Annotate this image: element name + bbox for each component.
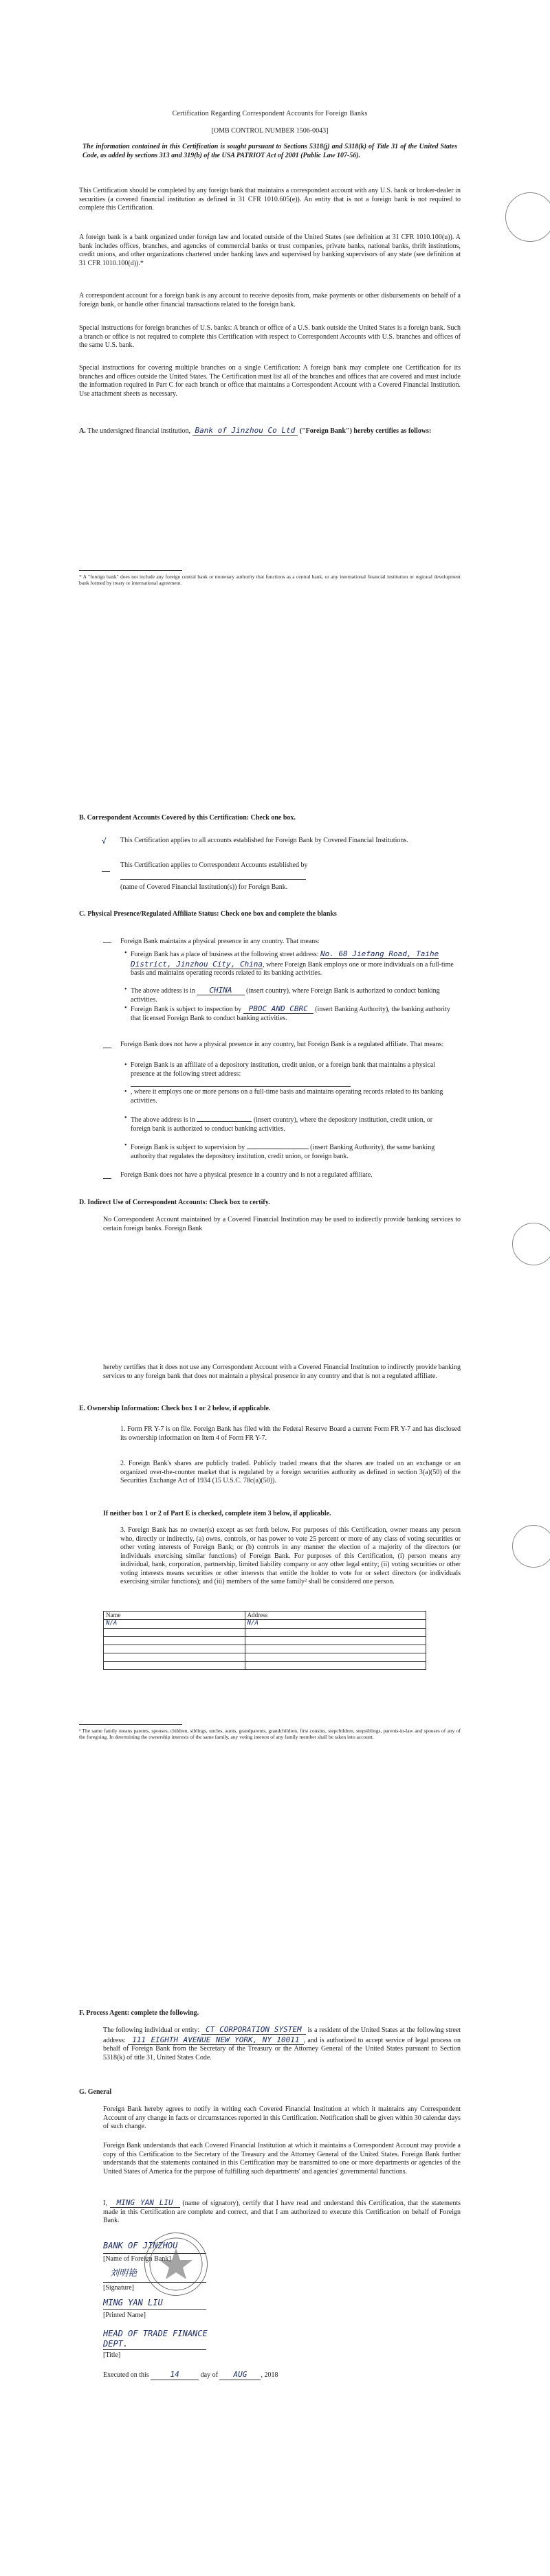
part-c-bullet-address: • Foreign Bank has a place of business at the following street address: No. 68 Jiefang Road, Taihe District, Jinzhou City, China, where Foreign Bank employs one or more individuals on a full-time basis and maintains operating records related to its banking activities. xyxy=(131,949,454,978)
label-signature: [Signature] xyxy=(103,2284,134,2292)
part-a xyxy=(79,426,461,436)
part-b-checkbox-specific[interactable] xyxy=(102,864,110,872)
ownership-name-cell[interactable] xyxy=(104,1628,245,1636)
check-mark-icon: √ xyxy=(102,837,107,846)
table-row xyxy=(104,1661,426,1669)
margin-seal-fragment xyxy=(512,1223,550,1265)
part-e-heading: E. Ownership Information: Check box 1 or 2 below, if applicable. xyxy=(79,1405,271,1412)
part-c-checkbox-none[interactable] xyxy=(103,1171,111,1179)
foreign-bank-name-field[interactable]: Bank of Jinzhou Co Ltd xyxy=(192,426,298,436)
table-row xyxy=(104,1645,426,1653)
ownership-address-cell[interactable]: N/A xyxy=(245,1620,426,1628)
part-d-text-continued: hereby certifies that it does not use any Correspondent Account with a Covered Financial Institution to indirectly provide banking services to any foreign bank that does not maintain a physical presence in any country and that is not a regulated affiliate. xyxy=(103,1364,461,1380)
table-row xyxy=(104,1653,426,1661)
ownership-address-cell[interactable] xyxy=(245,1645,426,1653)
bank-name-signature-field[interactable]: BANK OF JINZHOU xyxy=(103,2241,178,2250)
footnote-1: * A "foreign bank" does not include any foreign central bank or monetary authority that functions as a central bank, or any international financial institution or regional development bank formed by treaty or international agreement. xyxy=(79,574,461,586)
country-field[interactable]: CHINA xyxy=(197,986,244,995)
document-title: Certification Regarding Correspondent Accounts for Foreign Banks xyxy=(172,110,368,117)
execution-month-field[interactable]: AUG xyxy=(219,2370,261,2380)
part-c-affiliate-address: • Foreign Bank is an affiliate of a depository institution, credit union, or a foreign bank that maintains a physical presence at the following street address: xyxy=(131,1061,454,1078)
process-agent-field[interactable]: CT CORPORATION SYSTEM xyxy=(201,2025,306,2035)
paragraph-foreign-branches: Special instructions for foreign branches of U.S. banks: A branch or office of a U.S. bank outside the United States is a foreign bank. Such a branch or office is not required to complete this Certification with respect to Correspondent Accounts with U.S. branches and offices of the same U.S. bank. xyxy=(79,324,461,349)
execution-day-field[interactable]: 14 xyxy=(151,2370,199,2380)
part-c-no-presence: Foreign Bank does not have a physical presence in a country and is not a regulated affiliate. xyxy=(120,1171,373,1179)
omb-control-number: [OMB CONTROL NUMBER 1506-0043] xyxy=(211,127,329,135)
table-row xyxy=(104,1620,426,1628)
margin-seal-fragment xyxy=(505,192,550,242)
part-b-option-specific-accounts: This Certification applies to Correspondent Accounts established by xyxy=(120,861,308,869)
ownership-table-header xyxy=(104,1612,426,1620)
ownership-address-cell[interactable] xyxy=(245,1653,426,1661)
part-c-checkbox-regulated-affiliate[interactable] xyxy=(103,1041,111,1048)
paragraph-correspondent-account: A correspondent account for a foreign bank is any account to receive deposits from, make payments or other disbursements on behalf of a foreign bank, or handle other financial transactions related to the foreign bank. xyxy=(79,292,461,308)
paragraph-foreign-bank-definition: A foreign bank is a bank organized under foreign law and located outside of the United States (see definition at 31 CFR 1010.100(u)). A bank includes offices, branches, and agencies of commercial banks or trust companies, private banks, national banks, thrift institutions, credit unions, and other organizations chartered under banking laws and supervised by banking supervisors of any state (see definition at 31 CFR 1010.100(d)).* xyxy=(79,234,461,267)
signature-field[interactable]: 刘明艳 xyxy=(110,2268,138,2279)
part-a-label: A. xyxy=(79,427,86,435)
ownership-table xyxy=(103,1611,426,1670)
ownership-address-header: Address xyxy=(245,1612,426,1620)
process-agent-address-field[interactable]: 111 EIGHTH AVENUE NEW YORK, NY 10011 xyxy=(128,2035,303,2045)
star-icon xyxy=(145,2233,207,2295)
label-foreign-bank-name: [Name of Foreign Bank] xyxy=(103,2255,171,2263)
part-f-text: The following individual or entity: CT CORPORATION SYSTEM is a resident of the United States at the following street address: 111 EIGHTH AVENUE NEW YORK, NY 10011 , and is authorized to accept service of legal process on behalf of Foreign Bank from the Secretary of the Treasury or the Attorney General of the United States pursuant to Section 5318(k) of title 31, United States Code. xyxy=(103,2025,461,2061)
table-row xyxy=(104,1636,426,1645)
part-a-prefix: The undersigned financial institution, xyxy=(87,427,191,435)
part-d-text: No Correspondent Account maintained by a Covered Financial Institution may be used to indirectly provide banking services to certain foreign banks. Foreign Bank xyxy=(103,1216,461,1232)
banking-authority-field[interactable]: PBOC AND CBRC xyxy=(243,1004,314,1014)
ownership-address-cell[interactable] xyxy=(245,1636,426,1645)
part-b-institution-name-field[interactable] xyxy=(120,879,306,880)
part-g-paragraph-2: Foreign Bank understands that each Covered Financial Institution at which it maintains a Correspondent Account may provide a copy of this Certification to the Secretary of the Treasury and the Attorney General of the United States. Foreign Bank further understands that the statements contained in this Certification may be transmitted to one or more departments or agencies of the United States of America for the purpose of fulfilling such departments' and agencies' governmental functions. xyxy=(103,2142,461,2176)
ownership-address-cell[interactable] xyxy=(245,1628,426,1636)
part-f-heading: F. Process Agent: complete the following. xyxy=(79,2009,199,2017)
part-c-bullet-authority: • Foreign Bank is subject to inspection by PBOC AND CBRC (insert Banking Authority), the banking authority that licensed Foreign Bank to conduct banking activities. xyxy=(131,1004,454,1023)
part-e-item-3: 3. Foreign Bank has no owner(s) except as set forth below. For purposes of this Certification, owner means any person who, directly or indirectly, (a) owns, controls, or has power to vote 25 percent or more of any class of voting securities or other voting interests of Foreign Bank; or (b) controls in any manner the election of a majority of the directors (or individuals exercising similar functions) of Foreign Bank. For purposes of this Certification, (i) person means any individual, bank, corporation, partnership, limited liability company or any other legal entity; (ii) voting securities or other voting interests means securities or other interests that entitle the holder to vote for or select directors (or individuals exercising similar functions); and (iii) members of the same family² shall be considered one person. xyxy=(120,1526,461,1585)
signature-line xyxy=(103,2349,206,2350)
part-c-heading: C. Physical Presence/Regulated Affiliate Status: Check one box and complete the blanks xyxy=(79,910,337,918)
ownership-name-cell[interactable] xyxy=(104,1636,245,1645)
part-e-neither: If neither box 1 or 2 of Part E is checked, complete item 3 below, if applicable. xyxy=(103,1510,331,1517)
ownership-name-cell[interactable] xyxy=(104,1645,245,1653)
affiliate-authority-field[interactable] xyxy=(247,1142,309,1149)
label-printed-name: [Printed Name] xyxy=(103,2312,146,2319)
label-title: [Title] xyxy=(103,2351,121,2359)
part-d-heading: D. Indirect Use of Correspondent Accounts: Check box to certify. xyxy=(79,1199,270,1206)
paragraph-covered-institution: This Certification should be completed by any foreign bank that maintains a correspondent account with any U.S. bank or broker-dealer in securities (a covered financial institution as defined in 31 CFR 1010.605(e)). An entity that is not a foreign bank is not required to complete this Certification. xyxy=(79,187,461,212)
place-of-business-field[interactable]: No. 68 Jiefang Road, Taihe District, Jinzhou City, China xyxy=(131,949,439,969)
table-row xyxy=(104,1628,426,1636)
ownership-name-cell[interactable]: N/A xyxy=(104,1620,245,1628)
ownership-name-header: Name xyxy=(104,1612,245,1620)
part-c-affiliate-address-tail: • , where it employs one or more persons on a full-time basis and maintains operating records related to its banking activities. xyxy=(131,1088,454,1105)
part-c-physical-presence-intro: Foreign Bank maintains a physical presence in any country. That means: xyxy=(120,938,320,945)
part-b-heading: B. Correspondent Accounts Covered by this Certification: Check one box. xyxy=(79,814,296,822)
paragraph-multiple-branches: Special instructions for covering multiple branches on a single Certification: A foreign bank may complete one Certification for its branches and offices outside the United States. The Certification must list all of the branches and offices that are covered and must include the information required in Part C for each branch or office that maintains a Correspondent Account with a Covered Financial Institution. Use attachment sheets as necessary. xyxy=(79,364,461,398)
part-c-affiliate-supervision: • Foreign Bank is subject to supervision by (insert Banking Authority), the same banking authority that regulates the depository institution, credit union, or foreign bank. xyxy=(131,1142,454,1161)
ownership-name-cell[interactable] xyxy=(104,1653,245,1661)
part-g-paragraph-1: Foreign Bank hereby agrees to notify in writing each Covered Financial Institution at which it maintains any Correspondent Account of any change in facts or circumstances reported in this Certification. Notification shall be given within 30 calendar days of such change. xyxy=(103,2105,461,2130)
margin-seal-fragment xyxy=(512,1525,550,1568)
part-b-option-all-accounts: This Certification applies to all accounts established for Foreign Bank by Covered Financial Institutions. xyxy=(120,837,408,844)
ownership-name-cell[interactable] xyxy=(104,1661,245,1669)
part-g-certification: I, MING YAN LIU (name of signatory), certify that I have read and understand this Certification, that the statements made in this Certification are complete and correct, and that I am authorized to execute this Certification on behalf of Foreign Bank. xyxy=(103,2198,461,2224)
part-c-bullet-country: • The above address is in CHINA (insert country), where Foreign Bank is authorized to conduct banking activities. xyxy=(131,986,454,1004)
part-c-checkbox-physical[interactable] xyxy=(103,936,111,943)
part-c-affiliate-country: • The above address is in (insert country), where the depository institution, credit union, or foreign bank is authorized to conduct banking activities. xyxy=(131,1114,454,1133)
affiliate-address-field[interactable] xyxy=(131,1086,351,1087)
execution-date: Executed on this 14 day of AUG , 2018 xyxy=(103,2370,278,2379)
part-b-option-tail: (name of Covered Financial Institution(s)) for Foreign Bank. xyxy=(120,883,288,891)
part-c-regulated-affiliate-intro: Foreign Bank does not have a physical presence in any country, but Foreign Bank is a regulated affiliate. That means: xyxy=(120,1041,444,1048)
part-b-checkbox-all[interactable] xyxy=(102,837,117,847)
bank-seal-stamp xyxy=(144,2233,208,2296)
signatory-name-field[interactable]: MING YAN LIU xyxy=(110,2198,180,2208)
part-e-item-1: 1. Form FR Y-7 is on file. Foreign Bank has filed with the Federal Reserve Board a current Form FR Y-7 and has disclosed its ownership information on Item 4 of Form FR Y-7. xyxy=(120,1425,461,1442)
title-field[interactable]: HEAD OF TRADE FINANCE DEPT. xyxy=(103,2329,208,2349)
footnote-divider xyxy=(79,1724,182,1725)
affiliate-country-field[interactable] xyxy=(197,1114,252,1122)
signature-line xyxy=(103,2282,206,2283)
footnote-divider xyxy=(79,570,182,571)
printed-name-field[interactable]: MING YAN LIU xyxy=(103,2298,163,2307)
intro-statement: The information contained in this Certification is sought pursuant to Sections 5318(j) and 5318(k) of Title 31 of the United States Code, as added by sections 313 and 319(b) of the USA PATRIOT Act of 2001 (Public Law 107-56). xyxy=(82,143,457,159)
part-a-suffix: ("Foreign Bank") hereby certifies as follows: xyxy=(299,427,432,435)
part-g-heading: G. General xyxy=(79,2088,112,2096)
footnote-2: ² The same family means parents, spouses, children, siblings, uncles, aunts, grandparents, grandchildren, first cousins, stepchildren, stepsiblings, parents-in-law and spouses of any of the foregoing. In determining the ownership interests of the same family, any voting interest of any family member shall be taken into account. xyxy=(79,1728,461,1740)
part-e-item-2: 2. Foreign Bank's shares are publicly traded. Publicly traded means that the shares are traded on an exchange or an organized over-the-counter market that is regulated by a foreign securities authority as defined in section 3(a)(50) of the Securities Exchange Act of 1934 (15 U.S.C. 78c(a)(50)). xyxy=(120,1460,461,1484)
ownership-address-cell[interactable] xyxy=(245,1661,426,1669)
signature-line xyxy=(103,2309,206,2310)
